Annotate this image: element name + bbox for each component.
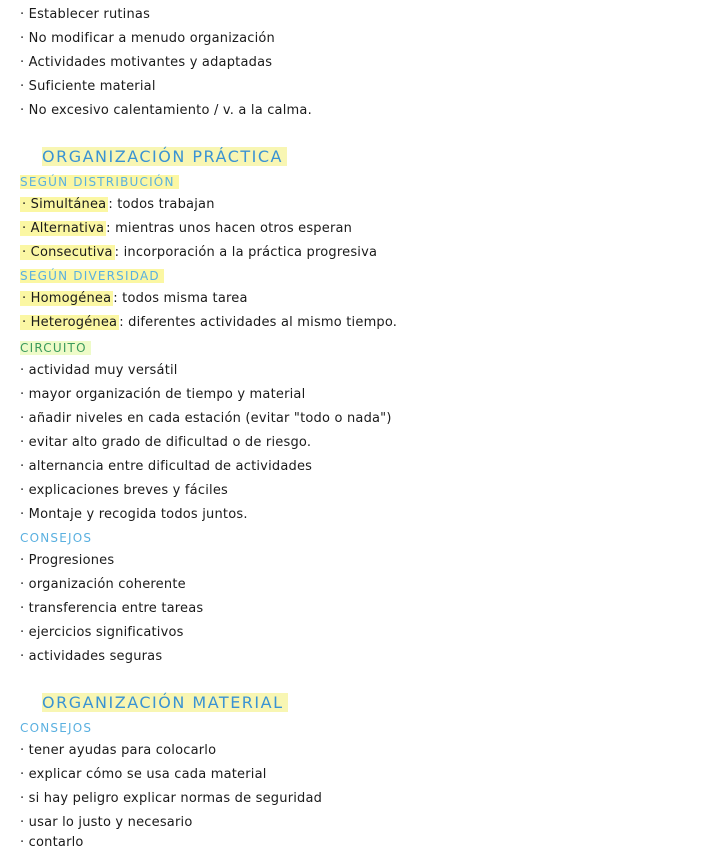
list-item: · actividades seguras [20, 649, 163, 664]
subheading-circuito: CIRCUITO [20, 340, 91, 356]
subheading-consejos-material: CONSEJOS [20, 721, 93, 735]
intro-item: · No modificar a menudo organización [20, 31, 275, 46]
list-item: · Simultánea : todos trabajan [22, 197, 215, 212]
list-item: · usar lo justo y necesario [20, 815, 193, 830]
list-item: · añadir niveles en cada estación (evitar "todo o nada") [20, 411, 392, 426]
list-item: · tener ayudas para colocarlo [20, 743, 217, 758]
list-item: · transferencia entre tareas [20, 601, 204, 616]
list-item: · Alternativa : mientras unos hacen otros esperan [22, 221, 353, 236]
list-item: · Homogénea : todos misma tarea [22, 291, 248, 306]
section-title-material: ORGANIZACIÓN MATERIAL [42, 692, 288, 714]
list-item: · contarlo [20, 835, 84, 850]
list-item: · evitar alto grado de dificultad o de riesgo. [20, 435, 312, 450]
subheading-distribucion: SEGÚN DISTRIBUCIÓN [20, 174, 179, 190]
intro-item: · Actividades motivantes y adaptadas [20, 55, 273, 70]
list-item: · alternancia entre dificultad de actividades [20, 459, 313, 474]
list-item: · Consecutiva : incorporación a la práctica progresiva [22, 245, 378, 260]
list-item: · explicaciones breves y fáciles [20, 483, 228, 498]
list-item: · actividad muy versátil [20, 363, 178, 378]
list-item: · si hay peligro explicar normas de seguridad [20, 791, 323, 806]
list-item: · Montaje y recogida todos juntos. [20, 507, 248, 522]
list-item: · ejercicios significativos [20, 625, 184, 640]
list-item: · Heterogénea : diferentes actividades al mismo tiempo. [22, 315, 398, 330]
intro-item: · No excesivo calentamiento / v. a la calma. [20, 103, 312, 118]
list-item: · Progresiones [20, 553, 115, 568]
subheading-consejos: CONSEJOS [20, 531, 93, 545]
section-title-practica: ORGANIZACIÓN PRÁCTICA [42, 146, 287, 168]
intro-item: · Suficiente material [20, 79, 156, 94]
list-item: · organización coherente [20, 577, 186, 592]
intro-item: · Establecer rutinas [20, 7, 151, 22]
subheading-diversidad: SEGÚN DIVERSIDAD [20, 268, 164, 284]
list-item: · explicar cómo se usa cada material [20, 767, 267, 782]
list-item: · mayor organización de tiempo y material [20, 387, 306, 402]
